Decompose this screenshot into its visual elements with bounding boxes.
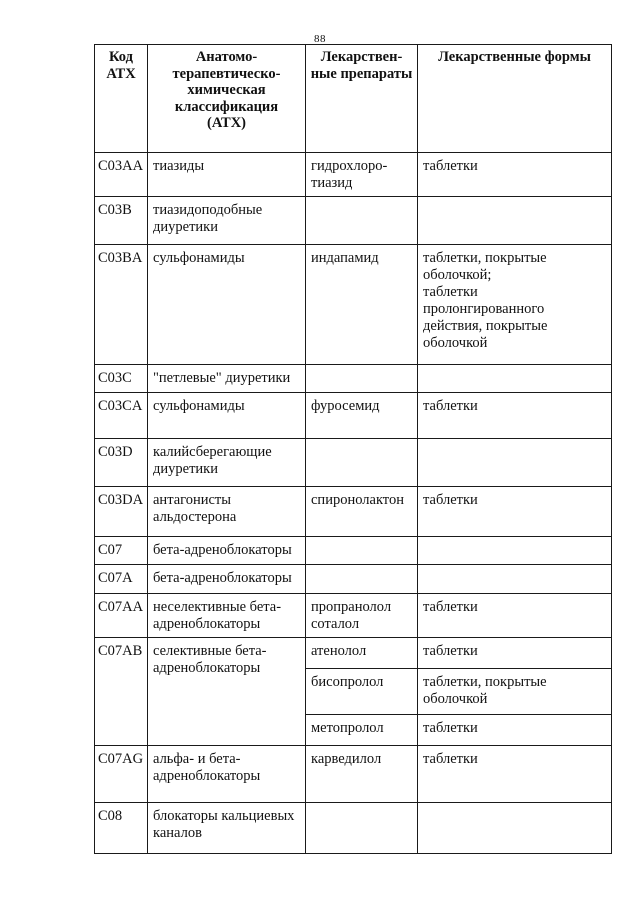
- header-drugs-text: Лекарствен- ные препараты: [310, 49, 413, 82]
- table-row: [95, 197, 612, 245]
- form-cell: [418, 245, 612, 365]
- atx-code-cell-text: C08: [98, 808, 123, 824]
- atx-code-cell: [95, 594, 148, 638]
- form-cell: [418, 803, 612, 854]
- form-cell: [418, 669, 612, 715]
- atx-name-cell-text: неселективные бета- адреноблокаторы: [153, 599, 282, 632]
- drug-cell: [306, 537, 418, 565]
- atx-code-cell-text: C07AA: [98, 599, 144, 615]
- atx-name-cell-text: тиазиды: [153, 158, 205, 174]
- form-cell: [418, 393, 612, 439]
- form-cell-text: таблетки: [423, 643, 478, 659]
- form-cell: [418, 197, 612, 245]
- page-number: 88: [314, 33, 326, 45]
- atx-code-cell-text: C03D: [98, 444, 133, 460]
- drug-cell: [306, 746, 418, 803]
- form-cell-text: таблетки: [423, 720, 478, 736]
- drug-cell: [306, 669, 418, 715]
- drug-cell-text: атенолол: [311, 643, 367, 659]
- drug-cell: [306, 439, 418, 487]
- atx-code-cell-text: C07A: [98, 570, 133, 586]
- header-code: [95, 45, 148, 153]
- table-row: [95, 594, 612, 638]
- table-row: [95, 153, 612, 197]
- table-row: [95, 245, 612, 365]
- atx-code-cell-text: C03B: [98, 202, 132, 218]
- table-row: [95, 487, 612, 537]
- form-cell: [418, 365, 612, 393]
- header-row: [95, 45, 612, 153]
- form-cell: [418, 487, 612, 537]
- drug-cell-text: пропранолол соталол: [311, 599, 392, 632]
- atx-code-cell: [95, 197, 148, 245]
- atx-name-cell-text: бета-адреноблокаторы: [153, 542, 292, 558]
- header-forms: [418, 45, 612, 153]
- form-cell: [418, 715, 612, 746]
- atx-code-cell: [95, 565, 148, 594]
- atx-code-cell: [95, 537, 148, 565]
- table-row: [95, 439, 612, 487]
- drug-cell: [306, 565, 418, 594]
- atx-name-cell: [148, 197, 306, 245]
- drug-cell: [306, 393, 418, 439]
- form-cell: [418, 153, 612, 197]
- atx-code-cell-text: C03DA: [98, 492, 144, 508]
- drug-cell-text: спиронолактон: [311, 492, 404, 508]
- atx-name-cell: [148, 537, 306, 565]
- form-cell: [418, 565, 612, 594]
- form-cell: [418, 439, 612, 487]
- atx-code-cell-text: C07AB: [98, 643, 143, 659]
- drug-cell-text: индапамид: [311, 250, 379, 266]
- atx-name-cell: [148, 638, 306, 746]
- form-cell-text: таблетки: [423, 599, 478, 615]
- form-cell: [418, 638, 612, 669]
- atx-name-cell: [148, 594, 306, 638]
- atx-code-cell: [95, 803, 148, 854]
- table-row: [95, 393, 612, 439]
- drug-cell-text: метопролол: [311, 720, 384, 736]
- atx-code-cell: [95, 153, 148, 197]
- atx-code-cell-text: C03C: [98, 370, 132, 386]
- form-cell-text: таблетки: [423, 158, 478, 174]
- drug-cell-text: гидрохлоро- тиазид: [311, 158, 388, 191]
- atx-name-cell-text: сульфонамиды: [153, 398, 245, 414]
- form-cell: [418, 594, 612, 638]
- atx-name-cell: [148, 439, 306, 487]
- atx-name-cell-text: "петлевые" диуретики: [153, 370, 291, 386]
- form-cell-text: таблетки: [423, 492, 478, 508]
- drug-cell-text: бисопролол: [311, 674, 384, 690]
- drug-cell: [306, 803, 418, 854]
- atx-name-cell-text: антагонисты альдостерона: [153, 492, 237, 525]
- drug-cell-text: карведилол: [311, 751, 382, 767]
- drug-cell: [306, 715, 418, 746]
- atx-name-cell-text: селективные бета- адреноблокаторы: [153, 643, 267, 676]
- drug-cell-text: фуросемид: [311, 398, 380, 414]
- atx-name-cell: [148, 803, 306, 854]
- atx-table: [94, 44, 612, 854]
- atx-name-cell-text: тиазидоподобные диуретики: [153, 202, 263, 235]
- atx-name-cell-text: сульфонамиды: [153, 250, 245, 266]
- table-row: [95, 803, 612, 854]
- table-row: [95, 746, 612, 803]
- atx-name-cell: [148, 565, 306, 594]
- atx-code-cell-text: C03BA: [98, 250, 143, 266]
- header-classification-text: Анатомо- терапевтическо- химическая классификация (АТХ): [172, 49, 281, 131]
- form-cell-text: таблетки, покрытые оболочкой: [423, 674, 547, 707]
- atx-code-cell-text: C07: [98, 542, 123, 558]
- form-cell-text: таблетки: [423, 398, 478, 414]
- atx-name-cell: [148, 487, 306, 537]
- drug-cell: [306, 638, 418, 669]
- atx-name-cell: [148, 245, 306, 365]
- atx-name-cell-text: бета-адреноблокаторы: [153, 570, 292, 586]
- header-classification: [148, 45, 306, 153]
- atx-name-cell: [148, 393, 306, 439]
- atx-name-cell: [148, 153, 306, 197]
- atx-name-cell: [148, 365, 306, 393]
- atx-name-cell-text: калийсберегающие диуретики: [153, 444, 272, 477]
- atx-code-cell: [95, 439, 148, 487]
- drug-cell: [306, 594, 418, 638]
- atx-code-cell-text: C03CA: [98, 398, 143, 414]
- header-drugs: [306, 45, 418, 153]
- form-cell: [418, 746, 612, 803]
- drug-cell: [306, 197, 418, 245]
- table-row: [95, 638, 612, 669]
- drug-cell: [306, 365, 418, 393]
- atx-code-cell-text: C07AG: [98, 751, 144, 767]
- atx-name-cell-text: альфа- и бета- адреноблокаторы: [153, 751, 261, 784]
- atx-code-cell: [95, 245, 148, 365]
- table-row: [95, 565, 612, 594]
- table-row: [95, 537, 612, 565]
- atx-code-cell: [95, 487, 148, 537]
- drug-cell: [306, 153, 418, 197]
- form-cell-text: таблетки: [423, 751, 478, 767]
- atx-code-cell: [95, 746, 148, 803]
- drug-cell: [306, 245, 418, 365]
- atx-name-cell: [148, 746, 306, 803]
- drug-cell: [306, 487, 418, 537]
- header-forms-text: Лекарственные формы: [438, 49, 591, 65]
- atx-code-cell: [95, 365, 148, 393]
- atx-code-cell: [95, 393, 148, 439]
- form-cell-text: таблетки, покрытые оболочкой; таблетки пролонгированного действия, покрытые оболочкой: [423, 250, 548, 351]
- form-cell: [418, 537, 612, 565]
- atx-code-cell: [95, 638, 148, 746]
- atx-name-cell-text: блокаторы кальциевых каналов: [153, 808, 295, 841]
- table-row: [95, 365, 612, 393]
- header-code-text: Код АТХ: [106, 49, 136, 82]
- atx-code-cell-text: C03AA: [98, 158, 144, 174]
